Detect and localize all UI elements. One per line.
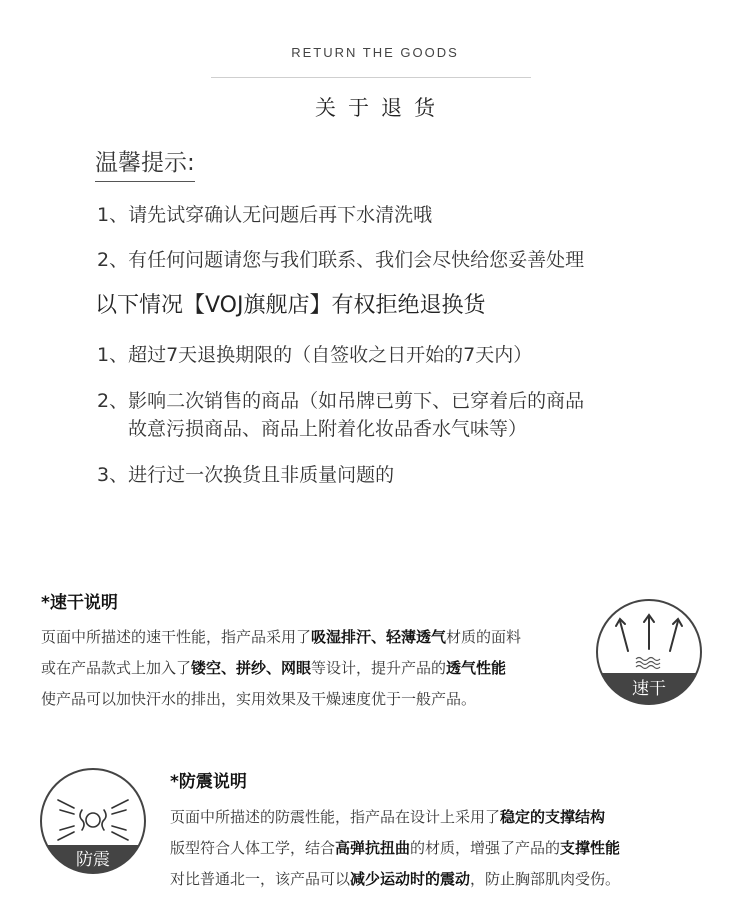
quick-dry-badge-label: 速干	[632, 679, 666, 699]
shockproof-line-3: 对比普通北一，该产品可以减少运动时的震动，防止胸部肌肉受伤。	[170, 870, 621, 888]
quick-dry-line-3: 使产品可以加快汗水的排出，实用效果及干燥速度优于一般产品。	[41, 690, 477, 708]
shockproof-line-1: 页面中所描述的防震性能，指产品在设计上采用了稳定的支撑结构	[170, 808, 606, 826]
refuse-heading: 以下情况【VOJ旗舰店】有权拒绝退换货	[95, 293, 486, 318]
shockproof-badge	[38, 766, 148, 876]
shockproof-badge-label: 防震	[76, 850, 110, 870]
english-title: RETURN THE GOODS	[291, 45, 459, 60]
quick-dry-line-1: 页面中所描述的速干性能，指产品采用了吸湿排汗、轻薄透气材质的面料	[41, 628, 522, 646]
tip-item-1: 1、请先试穿确认无问题后再下水清洗哦	[97, 204, 433, 226]
title-divider	[211, 77, 531, 78]
quick-dry-line-2: 或在产品款式上加入了镂空、拼纱、网眼等设计，提升产品的透气性能	[41, 659, 507, 677]
refuse-item-2: 2、影响二次销售的商品（如吊牌已剪下、已穿着后的商品	[97, 390, 585, 412]
tip-item-2: 2、有任何问题请您与我们联系、我们会尽快给您妥善处理	[97, 249, 585, 271]
shockproof-line-2: 版型符合人体工学，结合高弹抗扭曲的材质，增强了产品的支撑性能	[170, 839, 621, 857]
tips-heading: 温馨提示:	[95, 144, 195, 182]
refuse-item-2-cont: 故意污损商品、商品上附着化妆品香水气味等）	[128, 418, 528, 440]
refuse-item-3: 3、进行过一次换货且非质量问题的	[97, 464, 395, 486]
refuse-item-1: 1、超过7天退换期限的（自签收之日开始的7天内）	[97, 344, 533, 366]
page-title: 关于退货	[315, 96, 447, 120]
shockproof-heading: *防震说明	[170, 772, 247, 792]
quick-dry-heading: *速干说明	[41, 593, 118, 613]
quick-dry-badge	[594, 597, 704, 707]
